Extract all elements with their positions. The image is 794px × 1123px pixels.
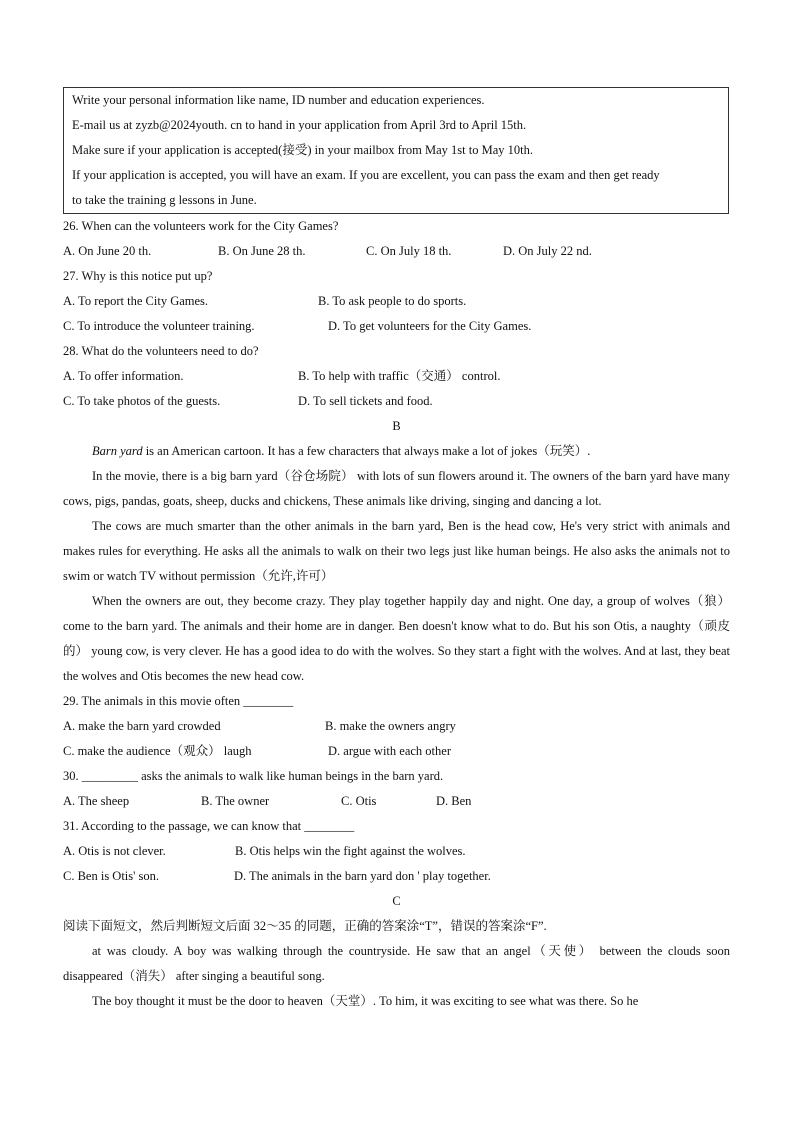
- passage-b-paragraph-1: [63, 439, 730, 464]
- option-b: B. To ask people to do sports.: [318, 294, 467, 308]
- notice-line: to take the training g lessons in June.: [72, 193, 257, 207]
- section-c-instruction: 阅读下面短文，然后判断短文后面 32～35 的同题，正确的答案涂“T”，错误的答案涂“F”.: [63, 919, 547, 933]
- option-d: D. argue with each other: [328, 744, 451, 758]
- question-28-stem: 28. What do the volunteers need to do?: [63, 344, 259, 358]
- option-d: D. The animals in the barn yard don ' play together.: [234, 869, 491, 883]
- option-c: C. To take photos of the guests.: [63, 394, 221, 408]
- option-c: C. On July 18 th.: [366, 244, 452, 258]
- notice-line: Write your personal information like name, ID number and education experiences.: [72, 93, 485, 107]
- question-31-options-cd: [63, 864, 730, 889]
- option-a: A. The sheep: [63, 794, 130, 808]
- passage-c-paragraph-2: The boy thought it must be the door to heaven（天堂）. To him, it was exciting to see what was there. So he: [92, 994, 639, 1008]
- worksheet-page: [63, 87, 730, 1014]
- question-31-stem: 31. According to the passage, we can know that ________: [63, 819, 355, 833]
- option-a: A. On June 20 th.: [63, 244, 152, 258]
- question-29-stem: 29. The animals in this movie often ________: [63, 694, 294, 708]
- option-d: D. Ben: [436, 794, 472, 808]
- option-a: A. To report the City Games.: [63, 294, 209, 308]
- passage-b-paragraph-4: When the owners are out, they become crazy. They play together happily day and night. One day, a group of wolves（狼） come to the barn yard. The animals and their home are in danger. Ben doesn't know what to do. But his son Otis, a naughty（顽皮的） young cow, is very clever. He has a good idea to do with the wolves. So they start a fight with the wolves. And at last, they beat the wolves and Otis becomes the new head cow.: [63, 594, 730, 683]
- section-c-heading: C: [392, 894, 401, 908]
- option-d: D. To sell tickets and food.: [298, 394, 433, 408]
- passage-b-paragraph-3: The cows are much smarter than the other animals in the barn yard, Ben is the head cow, He's very strict with animals and makes rules for everything. He asks all the animals to walk on their two legs just like human beings. He also asks the animals not to swim or watch TV without permission（允许,许可）: [63, 519, 730, 583]
- passage-b-paragraph-2: In the movie, there is a big barn yard（谷仓场院） with lots of sun flowers around it. The owners of the barn yard have many cows, pigs, pandas, goats, sheep, ducks and chickens, These animals like driving, singing and dancing a lot.: [63, 469, 730, 508]
- question-28-options-ab: [63, 364, 730, 389]
- question-26-options: [63, 239, 730, 264]
- option-a: A. To offer information.: [63, 369, 184, 383]
- question-27-options-ab: [63, 289, 730, 314]
- option-a: A. make the barn yard crowded: [63, 719, 221, 733]
- question-31-options-ab: [63, 839, 730, 864]
- passage-c-paragraph-1: at was cloudy. A boy was walking through the countryside. He saw that an angel（天使） between the clouds soon disappeared（消失） after singing a beautiful song.: [63, 944, 730, 983]
- question-27-options-cd: [63, 314, 730, 339]
- notice-line: If your application is accepted, you will have an exam. If you are excellent, you can pass the exam and then get ready: [72, 168, 660, 182]
- option-d: D. To get volunteers for the City Games.: [328, 319, 532, 333]
- option-b: B. On June 28 th.: [218, 244, 306, 258]
- option-c: C. Otis: [341, 794, 377, 808]
- question-30-stem: 30. _________ asks the animals to walk like human beings in the barn yard.: [63, 769, 444, 783]
- question-26-stem: 26. When can the volunteers work for the City Games?: [63, 219, 339, 233]
- section-b-heading: B: [392, 419, 401, 433]
- notice-line: E-mail us at zyzb@2024youth. cn to hand in your application from April 3rd to April 15th.: [72, 118, 527, 132]
- option-a: A. Otis is not clever.: [63, 844, 166, 858]
- question-29-options-ab: [63, 714, 730, 739]
- notice-line: Make sure if your application is accepted(接受) in your mailbox from May 1st to May 10th.: [72, 143, 534, 157]
- option-b: B. Otis helps win the fight against the wolves.: [235, 844, 466, 858]
- option-b: B. The owner: [201, 794, 270, 808]
- cartoon-title: Barn yard: [92, 444, 143, 458]
- option-c: C. Ben is Otis' son.: [63, 869, 160, 883]
- option-c: C. To introduce the volunteer training.: [63, 319, 255, 333]
- option-c: C. make the audience（观众） laugh: [63, 744, 252, 758]
- option-b: B. make the owners angry: [325, 719, 456, 733]
- question-29-options-cd: [63, 739, 730, 764]
- paragraph-text: is an American cartoon. It has a few characters that always make a lot of jokes（玩笑）.: [142, 444, 591, 458]
- question-28-options-cd: [63, 389, 730, 414]
- option-d: D. On July 22 nd.: [503, 244, 592, 258]
- question-27-stem: 27. Why is this notice put up?: [63, 269, 213, 283]
- question-30-options: [63, 789, 730, 814]
- notice-box: [63, 87, 729, 214]
- option-b: B. To help with traffic（交通） control.: [298, 369, 501, 383]
